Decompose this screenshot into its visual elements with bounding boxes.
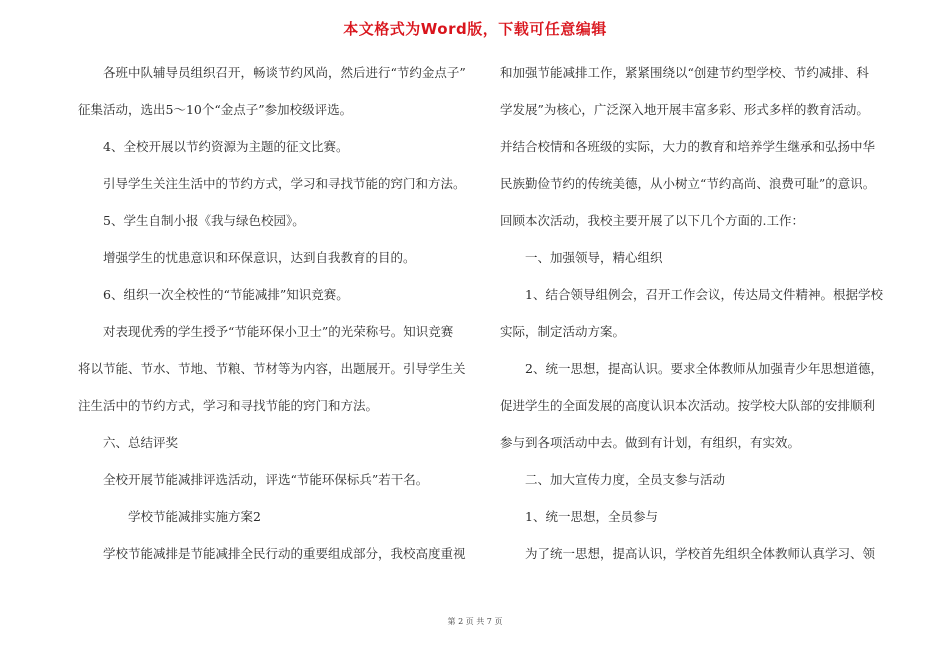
text-line: 征集活动，选出5～10个“金点子”参加校级评选。 <box>78 102 353 117</box>
document-header-title: 本文格式为Word版，下载可任意编辑 <box>343 20 607 38</box>
text-line: 和加强节能减排工作，紧紧围绕以“创建节约型学校、节约减排、科 <box>500 65 869 80</box>
section-heading: 二、加大宣传力度，全员支参与活动 <box>525 472 726 487</box>
plan-title: 学校节能减排实施方案2 <box>128 509 261 524</box>
text-line: 民族勤俭节约的传统美德，从小树立“节约高尚、浪费可耻”的意识。 <box>500 176 876 191</box>
section-heading: 六、总结评奖 <box>103 435 179 450</box>
left-text-column <box>78 60 473 578</box>
text-line: 2、统一思想，提高认识。要求全体教师从加强青少年思想道德， <box>525 361 883 376</box>
text-line: 各班中队辅导员组织召开，畅谈节约风尚，然后进行“节约金点子” <box>103 65 466 80</box>
text-line: 参与到各项活动中去。做到有计划，有组织，有实效。 <box>500 435 801 450</box>
text-line: 并结合校情和各班级的实际，大力的教育和培养学生继承和弘扬中华 <box>500 139 876 154</box>
text-line: 1、结合领导组例会，召开工作会议，传达局文件精神。根据学校 <box>525 287 883 302</box>
text-line: 回顾本次活动，我校主要开展了以下几个方面的.工作： <box>500 213 804 228</box>
text-line: 将以节能、节水、节地、节粮、节材等为内容，出题展开。引导学生关 <box>78 361 466 376</box>
right-text-column <box>500 60 895 578</box>
text-line: 引导学生关注生活中的节约方式，学习和寻找节能的窍门和方法。 <box>103 176 466 191</box>
text-line: 促进学生的全面发展的高度认识本次活动。按学校大队部的安排顺利 <box>500 398 876 413</box>
text-line: 5、学生自制小报《我与绿色校园》。 <box>103 213 305 228</box>
text-line: 1、统一思想，全员参与 <box>525 509 658 524</box>
section-heading: 一、加强领导，精心组织 <box>525 250 663 265</box>
text-line: 全校开展节能减排评选活动，评选“节能环保标兵”若干名。 <box>103 472 429 487</box>
text-line: 学发展”为核心，广泛深入地开展丰富多彩、形式多样的教育活动。 <box>500 102 869 117</box>
text-line: 学校节能减排是节能减排全民行动的重要组成部分，我校高度重视 <box>103 546 466 561</box>
text-line: 6、组织一次全校性的“节能减排”知识竞赛。 <box>103 287 349 302</box>
text-line: 注生活中的节约方式，学习和寻找节能的窍门和方法。 <box>78 398 379 413</box>
text-line: 4、全校开展以节约资源为主题的征文比赛。 <box>103 139 349 154</box>
text-line: 增强学生的忧患意识和环保意识，达到自我教育的目的。 <box>103 250 416 265</box>
text-line: 实际，制定活动方案。 <box>500 324 626 339</box>
text-line: 为了统一思想，提高认识，学校首先组织全体教师认真学习、领 <box>525 546 876 561</box>
page-number-footer: 第 2 页 共 7 页 <box>447 617 503 626</box>
text-line: 对表现优秀的学生授予“节能环保小卫士”的光荣称号。知识竞赛 <box>103 324 454 339</box>
